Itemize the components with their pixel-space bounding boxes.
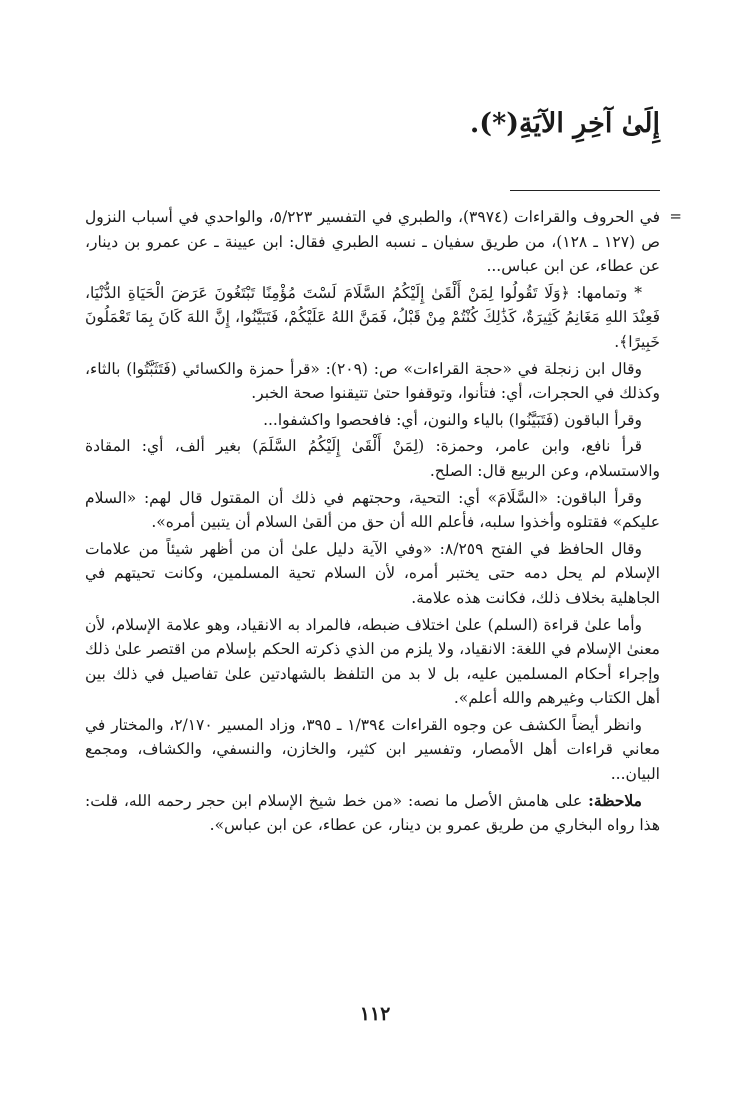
footnote-paragraph: قرأ نافع، وابن عامر، وحمزة: (لِمَنْ أَلْقَىٰ إِلَيْكُمُ السَّلَمَ) بغير ألف، أي: المقادة والاستسلام، وعن الربيع قال: الصلح. xyxy=(85,437,660,480)
footnote-paragraph: وأما علىٰ قراءة (السلم) علىٰ اختلاف ضبطه، فالمراد به الانقياد، وهو علامة الإسلام، لأن معنىٰ الإسلام في اللغة: الانقياد، ولا يلزم من الذي ذكرته الحكم بإسلام من اقتصر علىٰ ذلك وإجراء أحكام المسلمين عليه، بل لا بد من التلفظ بالشهادتين علىٰ تفاصيل في ذلك بين أهل الكتاب وغيرهم والله أعلم». xyxy=(85,615,660,708)
remark-text: على هامش الأصل ما نصه: «من خط شيخ الإسلام ابن حجر رحمه الله، قلت: هذا رواه البخاري من طريق عمرو بن دينار، عن عطاء، عن ابن عباس». xyxy=(85,791,660,835)
page-number: ١١٢ xyxy=(359,1003,391,1025)
footnote-paragraph: وقرأ الباقون: «السَّلَامَ» أي: التحية، وحجتهم في ذلك أن المقتول قال لهم: «السلام عليكم» فقتلوه وأخذوا سلبه، فأعلم الله أن حق من ألقىٰ السلام أن يتبين أمره». xyxy=(85,488,660,532)
footnote-paragraph: وقال ابن زنجلة في «حجة القراءات» ص: (٢٠٩): «قرأ حمزة والكسائي (فَتَثَبَّتُوا) بالثاء، وكذلك في الحجرات، أي: فتأنوا، وتوقفوا حتىٰ تتيقنوا صحة الخبر. xyxy=(85,359,660,403)
footnotes-block xyxy=(85,205,660,840)
footnote-paragraph: * وتمامها: ﴿وَلَا تَقُولُوا لِمَنْ أَلْقَىٰ إِلَيْكُمُ السَّلَامَ لَسْتَ مُؤْمِنًا تَبْتَغُونَ عَرَضَ الْحَيَاةِ الدُّنْيَا، فَعِنْدَ اللهِ مَغَانِمُ كَثِيرَةٌ، كَذَٰلِكَ كُنْتُمْ مِنْ قَبْلُ، فَمَنَّ اللهُ عَلَيْكُمْ، فَتَبَيَّنُوا، إِنَّ اللهَ كَانَ بِمَا تَعْمَلُونَ خَبِيرًا﴾. xyxy=(85,283,660,351)
footnote-paragraph: وقال الحافظ في الفتح ٨/٢٥٩: «وفي الآية دليل علىٰ أن من أظهر شيئاً من علامات الإسلام لم يحل دمه حتى يختبر أمره، لأن السلام تحية المسلمين، وكانت تحيتهم في الجاهلية بخلاف ذلك، فكانت هذه علامة. xyxy=(85,539,660,607)
footnote-continuation-mark: = xyxy=(669,207,682,225)
footnote-separator-rule xyxy=(510,190,660,191)
verse-continuation-heading: إِلَىٰ آخِرِ الآيَةِ(*). xyxy=(469,108,660,139)
remark-label: ملاحظة: xyxy=(588,790,642,810)
remark-paragraph xyxy=(85,789,660,838)
footnote-paragraph: وقرأ الباقون (فَتَبَيَّنُوا) بالياء والنون، أي: فافحصوا واكشفوا... xyxy=(263,410,642,429)
footnote-paragraph: وانظر أيضاً الكشف عن وجوه القراءات ١/٣٩٤ ـ ٣٩٥، وزاد المسير ٢/١٧٠، والمختار في معاني قراءات أهل الأمصار، وتفسير ابن كثير، والخازن، والنسفي، والكشاف، ومجمع البيان... xyxy=(85,715,660,784)
footnote-paragraph: في الحروف والقراءات (٣٩٧٤)، والطبري في التفسير ٥/٢٢٣، والواحدي في أسباب النزول ص (١٢٧ ـ ١٢٨)، من طريق سفيان ـ نسبه الطبري فقال: ابن عيينة ـ عن عمرو بن دينار، عن عطاء، عن ابن عباس... xyxy=(85,208,661,276)
